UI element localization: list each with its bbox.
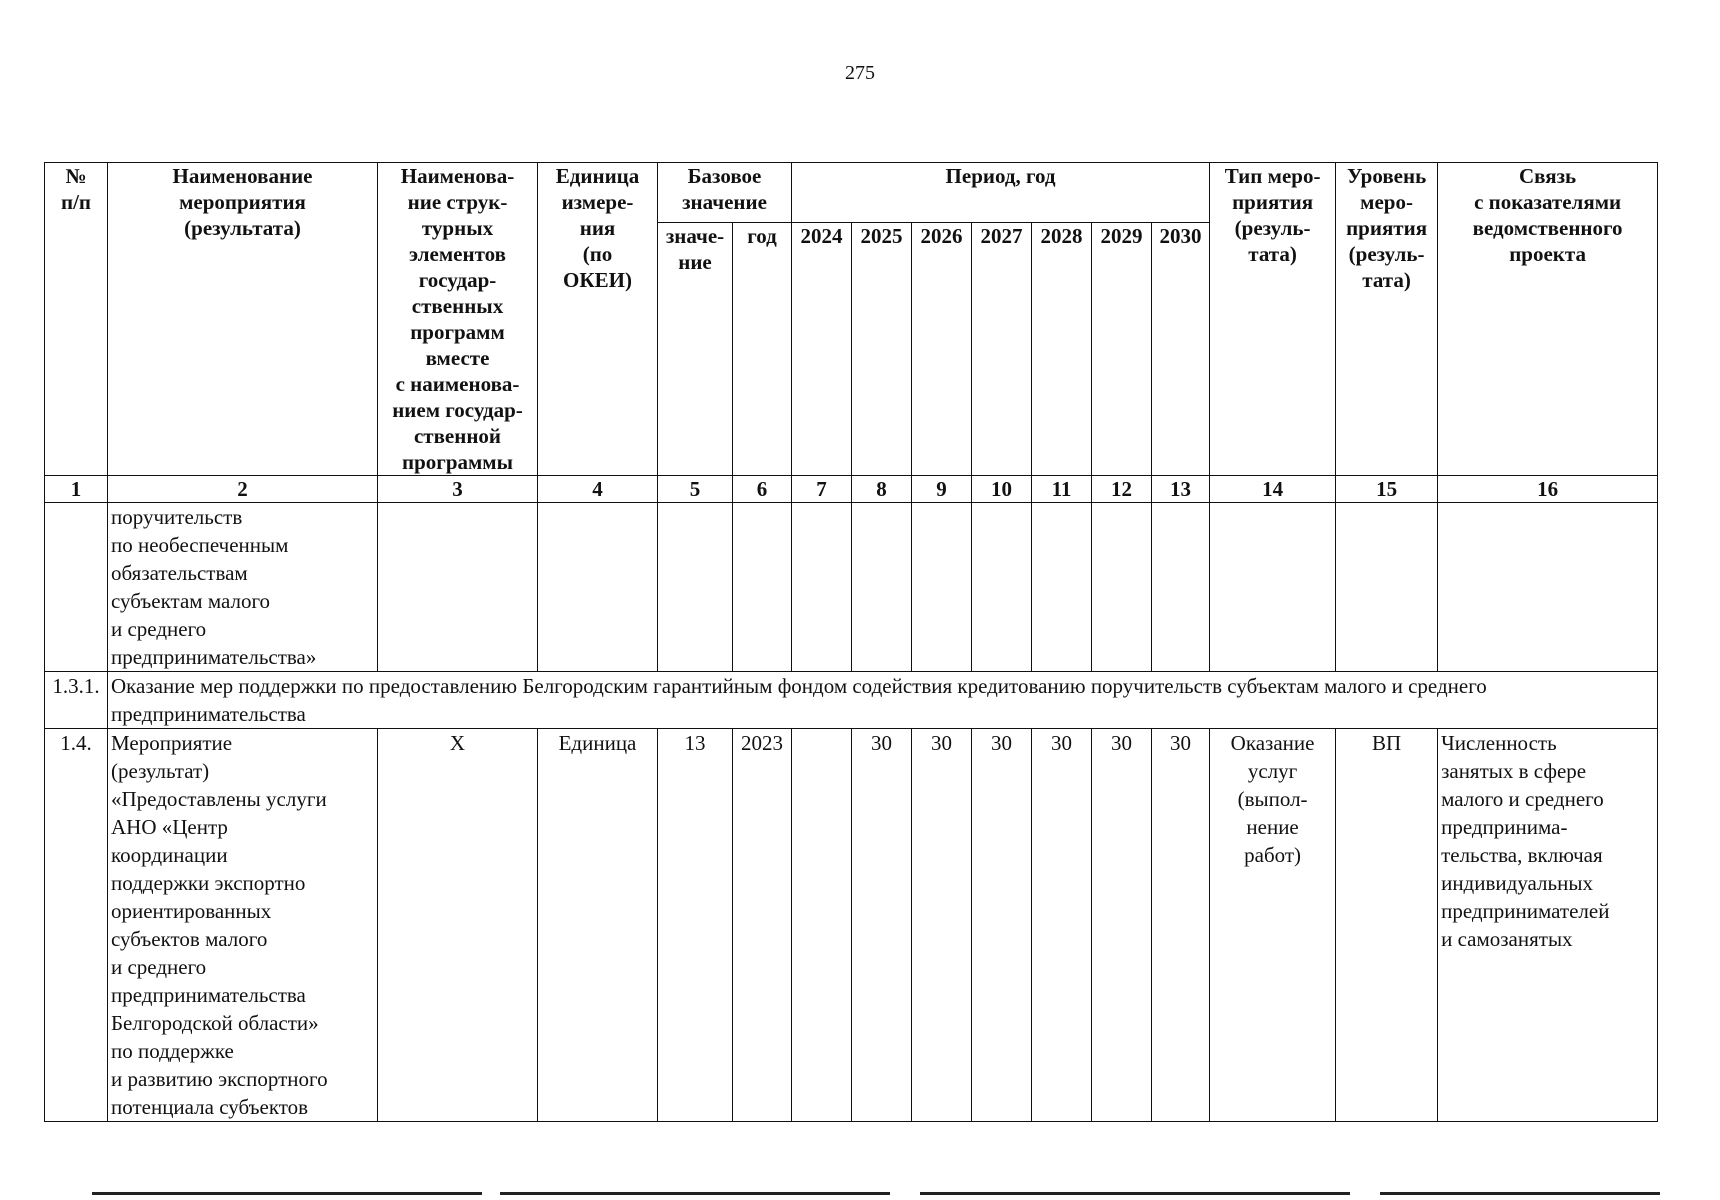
table-row-1-4	[45, 729, 1658, 1122]
column-number: 11	[1032, 476, 1092, 503]
header-year-2027: 2027	[972, 222, 1032, 475]
cell-base-value: 13	[658, 729, 733, 1122]
header-base-year: год	[733, 222, 792, 475]
cell-year-2026: 30	[912, 729, 972, 1122]
cell-year-2027: 30	[972, 729, 1032, 1122]
cell-empty	[852, 503, 912, 672]
cell-empty	[972, 503, 1032, 672]
cell-year-2025: 30	[852, 729, 912, 1122]
cell-row-number: 1.3.1.	[45, 672, 108, 729]
column-number: 13	[1152, 476, 1210, 503]
column-number: 3	[378, 476, 538, 503]
header-year-2024: 2024	[792, 222, 852, 475]
column-number: 2	[108, 476, 378, 503]
header-base: Базовое значение	[658, 163, 792, 223]
cell-year-2024	[792, 729, 852, 1122]
cell-indicator-link: Численность занятых в сфере малого и среднего предпринима- тельства, включая индивидуальных предпринимателей и самозанятых	[1438, 729, 1658, 1122]
cell-measure-name: Мероприятие (результат) «Предоставлены услуги АНО «Центр координации поддержки экспортно ориентированных субъектов малого и среднего предпринимательства Белгородской области» по поддержке и развитию экспортного потенциала субъектов	[108, 729, 378, 1122]
column-number: 1	[45, 476, 108, 503]
cell-row-number: 1.4.	[45, 729, 108, 1122]
cell-empty	[1336, 503, 1438, 672]
header-period: Период, год	[792, 163, 1210, 223]
cell-measure-type: Оказание услуг (выпол- нение работ)	[1210, 729, 1336, 1122]
measures-table	[44, 162, 1658, 1122]
column-number: 12	[1092, 476, 1152, 503]
column-number: 14	[1210, 476, 1336, 503]
scan-edge-line	[500, 1192, 890, 1195]
cell-empty	[1210, 503, 1336, 672]
header-unit: Единица измере- ния (по ОКЕИ)	[538, 163, 658, 476]
column-number: 6	[733, 476, 792, 503]
cell-empty	[378, 503, 538, 672]
cell-subitem-text: Оказание мер поддержки по предоставлению Белгородским гарантийным фондом содействия кредитованию поручительств субъектам малого и среднего предпринимательства	[108, 672, 1658, 729]
header-year-2028: 2028	[1032, 222, 1092, 475]
cell-empty	[658, 503, 733, 672]
cell-empty	[912, 503, 972, 672]
cell-year-2028: 30	[1032, 729, 1092, 1122]
header-level: Уровень меро- приятия (резуль- тата)	[1336, 163, 1438, 476]
column-number: 5	[658, 476, 733, 503]
header-num: № п/п	[45, 163, 108, 476]
cell-empty	[1152, 503, 1210, 672]
header-year-2030: 2030	[1152, 222, 1210, 475]
column-number: 8	[852, 476, 912, 503]
column-number: 15	[1336, 476, 1438, 503]
column-number: 10	[972, 476, 1032, 503]
header-year-2029: 2029	[1092, 222, 1152, 475]
scan-edge-line	[92, 1192, 482, 1195]
column-number: 9	[912, 476, 972, 503]
scan-edge-line	[1380, 1192, 1660, 1195]
header-name: Наименование мероприятия (результата)	[108, 163, 378, 476]
cell-empty	[1032, 503, 1092, 672]
column-number: 7	[792, 476, 852, 503]
cell-empty	[1092, 503, 1152, 672]
header-link: Связь с показателями ведомственного проекта	[1438, 163, 1658, 476]
header-struct: Наименова- ние струк- турных элементов государ- ственных программ вместе с наименова- нием государ- ственной программы	[378, 163, 538, 476]
cell-base-year: 2023	[733, 729, 792, 1122]
column-number: 4	[538, 476, 658, 503]
cell-empty	[792, 503, 852, 672]
cell-measure-level: ВП	[1336, 729, 1438, 1122]
cell-empty	[538, 503, 658, 672]
cell-year-2030: 30	[1152, 729, 1210, 1122]
cell-empty	[1438, 503, 1658, 672]
column-number: 16	[1438, 476, 1658, 503]
table-row-continuation	[45, 503, 1658, 672]
cell-unit: Единица	[538, 729, 658, 1122]
header-type: Тип меро- приятия (резуль- тата)	[1210, 163, 1336, 476]
cell-empty	[733, 503, 792, 672]
scan-edge-line	[920, 1192, 1350, 1195]
cell-struct-element: Х	[378, 729, 538, 1122]
header-year-2025: 2025	[852, 222, 912, 475]
header-year-2026: 2026	[912, 222, 972, 475]
cell-empty	[45, 503, 108, 672]
page-number: 275	[845, 62, 875, 84]
cell-measure-name: поручительств по необеспеченным обязательствам субъектам малого и среднего предпринимательства»	[108, 503, 378, 672]
cell-year-2029: 30	[1092, 729, 1152, 1122]
column-numbers-row	[45, 476, 1658, 503]
table-row-1-3-1	[45, 672, 1658, 729]
header-base-value: значе- ние	[658, 222, 733, 475]
